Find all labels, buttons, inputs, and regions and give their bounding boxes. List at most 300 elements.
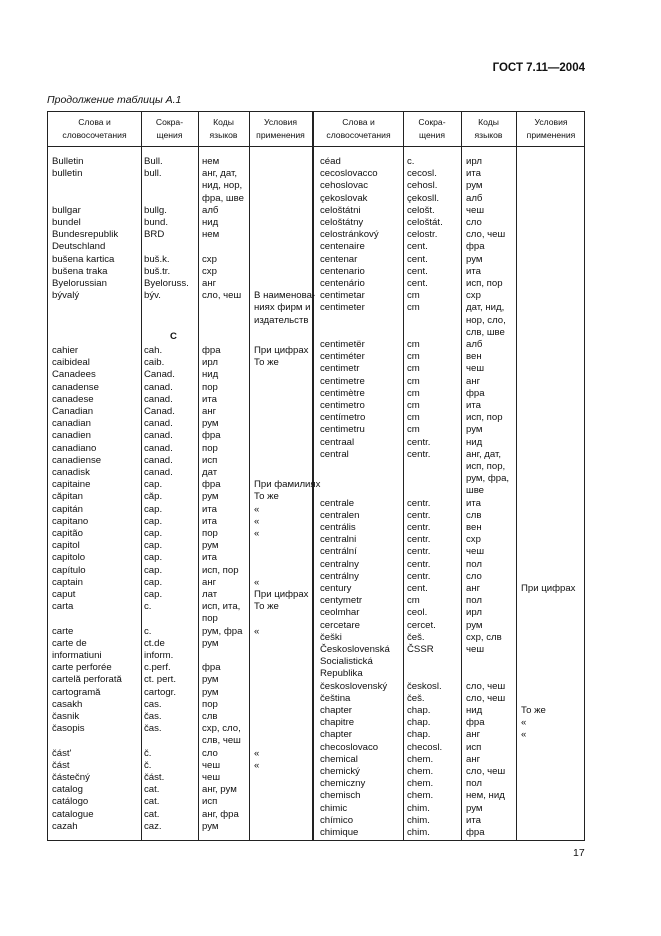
word-cell: část': [52, 747, 72, 759]
word-cell: căpitan: [52, 491, 83, 503]
language-code-cell: алб: [202, 204, 219, 216]
abbreviation-cell: c.: [144, 625, 152, 637]
word-cell: československý: [320, 680, 388, 692]
word-cell: bušena traka: [52, 265, 108, 277]
word-cell: centralen: [320, 509, 360, 521]
language-code-cell: рум: [466, 619, 483, 631]
header-lang: Коды языков: [209, 117, 238, 140]
abbreviation-cell: čas.: [144, 711, 162, 722]
word-cell: cehoslovac: [320, 180, 368, 192]
condition-cell: «: [254, 576, 260, 588]
abbreviation-cell: chim.: [407, 802, 430, 814]
abbreviation-cell: canad.: [144, 454, 173, 466]
language-code-cell: нем: [202, 229, 220, 241]
abbreviation-cell: cap.: [144, 479, 163, 491]
word-cell: capitolo: [52, 552, 86, 564]
language-code-cell: пор: [202, 528, 218, 539]
language-code-cell: фра: [466, 717, 485, 729]
column-divider: [516, 112, 517, 840]
abbreviation-cell: c.: [407, 156, 415, 167]
word-cell: bývalý: [52, 290, 80, 302]
abbreviation-cell: češ.: [407, 692, 425, 704]
word-cell: chapter: [320, 729, 352, 741]
word-cell: bundel: [52, 217, 81, 228]
language-code-cell: схр: [466, 290, 481, 302]
language-code-cell: чеш: [466, 363, 485, 375]
abbreviation-cell: canad.: [144, 442, 173, 454]
language-code-cell: ита: [466, 400, 481, 411]
word-cell: century: [320, 583, 352, 594]
word-cell: bulletin: [52, 168, 83, 180]
abbreviation-cell: centr.: [407, 448, 431, 460]
abbreviation-cell: cehosl.: [407, 180, 438, 192]
header-abbr: Сокра- щения: [155, 117, 184, 140]
word-cell: capitaine: [52, 479, 91, 491]
word-cell: centimeter: [320, 302, 365, 314]
abbreviation-cell: çekosll.: [407, 192, 439, 204]
abbreviation-cell: BRD: [144, 229, 165, 241]
abbreviation-cell: býv.: [144, 290, 161, 302]
word-cell: canadense: [52, 381, 99, 393]
abbreviation-cell: canad.: [144, 418, 173, 430]
header-lang: Коды языков: [474, 117, 503, 140]
language-code-cell: исп, пор: [466, 412, 503, 424]
language-code-cell: нид: [202, 369, 219, 381]
abbreviation-cell: ČSSR: [407, 644, 434, 655]
header-cond: Условия применения: [256, 117, 305, 140]
language-code-cell: схр, сло, слв, чеш: [202, 723, 241, 747]
language-code-cell: ита: [466, 168, 481, 180]
word-cell: Byelorussian: [52, 278, 107, 289]
column-divider: [141, 112, 142, 840]
column-divider: [312, 112, 314, 840]
language-code-cell: нид: [202, 217, 219, 228]
word-cell: carte de informatiuni: [52, 637, 102, 661]
word-cell: časnik: [52, 711, 80, 722]
language-code-cell: чеш: [466, 204, 485, 216]
abbreviation-cell: cat.: [144, 808, 160, 820]
language-code-cell: пол: [466, 778, 482, 790]
abbreviation-cell: Canad.: [144, 369, 175, 381]
word-cell: centenário: [320, 278, 365, 289]
abbreviation-cell: ct. pert.: [144, 674, 176, 686]
language-code-cell: анг, рум: [202, 784, 237, 796]
language-code-cell: фра: [466, 827, 485, 838]
word-cell: canadien: [52, 430, 91, 442]
language-code-cell: чеш: [202, 772, 221, 783]
word-cell: centralni: [320, 534, 357, 546]
condition-cell: То же: [521, 705, 546, 716]
abbreviation-cell: caz.: [144, 820, 162, 832]
abbreviation-cell: bullg.: [144, 204, 167, 216]
abbreviation-cell: centr.: [407, 534, 431, 546]
language-code-cell: анг: [466, 753, 481, 765]
word-cell: cartogramă: [52, 686, 101, 698]
abbreviation-cell: chim.: [407, 814, 430, 826]
condition-cell: «: [521, 729, 527, 741]
abbreviation-cell: cent.: [407, 241, 428, 253]
abbreviation-cell: ceol.: [407, 607, 428, 619]
word-cell: canadiense: [52, 454, 102, 466]
word-cell: bullgar: [52, 204, 81, 216]
word-cell: canadiano: [52, 442, 97, 454]
word-cell: chemický: [320, 766, 360, 777]
abbreviation-cell: canad.: [144, 467, 173, 478]
word-cell: celostránkový: [320, 229, 379, 241]
language-code-cell: исп, пор: [202, 564, 239, 576]
condition-cell: При цифрах: [254, 589, 309, 600]
abbreviation-cell: centr.: [407, 436, 431, 448]
word-cell: Československá Socialistická Republika: [320, 644, 390, 680]
word-cell: čeština: [320, 692, 351, 704]
condition-cell: «: [254, 747, 260, 759]
abbreviation-cell: cm: [407, 351, 420, 363]
abbreviation-cell: checosl.: [407, 741, 443, 753]
word-cell: Bulletin: [52, 156, 84, 167]
word-cell: catalogue: [52, 808, 94, 820]
language-code-cell: анг: [466, 729, 481, 741]
word-cell: capítulo: [52, 564, 86, 576]
word-cell: cartelă perforată: [52, 674, 122, 686]
abbreviation-cell: chap.: [407, 705, 431, 716]
language-code-cell: рум: [466, 424, 483, 436]
language-code-cell: сло: [466, 570, 482, 582]
word-cell: carte perforée: [52, 662, 112, 674]
abbreviation-cell: cap.: [144, 564, 163, 576]
condition-cell: То же: [254, 491, 279, 503]
condition-cell: При цифрах: [254, 345, 309, 356]
abbreviation-cell: cartogr.: [144, 686, 176, 698]
word-cell: Canadees: [52, 369, 96, 381]
language-code-cell: схр, слв: [466, 631, 502, 643]
condition-cell: То же: [254, 601, 279, 613]
language-code-cell: нид: [466, 705, 483, 716]
language-code-cell: алб: [466, 192, 483, 204]
document-code: ГОСТ 7.11—2004: [492, 62, 585, 74]
word-cell: češki: [320, 631, 342, 643]
word-cell: carte: [52, 625, 74, 637]
word-cell: centenario: [320, 265, 365, 277]
language-code-cell: чеш: [466, 546, 485, 558]
word-cell: chimic: [320, 802, 348, 814]
abbreviation-cell: cm: [407, 387, 420, 399]
word-cell: capitol: [52, 540, 80, 552]
abbreviation-cell: canad.: [144, 381, 173, 393]
word-cell: centimetar: [320, 290, 365, 302]
language-code-cell: пол: [466, 558, 482, 570]
abbreviation-cell: cm: [407, 363, 420, 375]
language-code-cell: фра: [466, 241, 485, 253]
abbreviation-cell: centr.: [407, 570, 431, 582]
header-words: Слова и словосочетания: [62, 117, 127, 140]
language-code-cell: рум, фра: [202, 625, 243, 637]
language-code-cell: сло, чеш: [466, 692, 506, 704]
word-cell: centimetre: [320, 375, 365, 387]
abbreviation-cell: chim.: [407, 827, 430, 838]
abbreviation-cell: č.: [144, 747, 152, 759]
abbreviation-cell: chem.: [407, 778, 434, 790]
language-code-cell: сло, чеш: [202, 290, 242, 302]
abbreviation-cell: cap.: [144, 515, 163, 527]
abbreviation-cell: cm: [407, 375, 420, 387]
language-code-cell: ита: [202, 552, 217, 564]
header-abbr: Сокра- щения: [418, 117, 446, 140]
abbreviation-cell: cercet.: [407, 619, 436, 631]
condition-cell: «: [254, 503, 260, 515]
language-code-cell: рум: [202, 820, 219, 832]
language-code-cell: исп: [202, 796, 218, 808]
word-cell: centenaire: [320, 241, 365, 253]
language-code-cell: исп, ита, пор: [202, 601, 241, 625]
abbreviation-cell: chem.: [407, 790, 434, 802]
language-code-cell: дат: [202, 467, 218, 478]
abbreviation-cell: českosl.: [407, 680, 442, 692]
abbreviation-cell: chem.: [407, 766, 434, 777]
word-cell: celoštátny: [320, 217, 364, 228]
language-code-cell: дат, нид, нор, сло, слв, шве: [466, 302, 506, 338]
abbreviation-cell: cent.: [407, 278, 428, 289]
language-code-cell: анг: [202, 278, 217, 289]
word-cell: centenar: [320, 253, 358, 265]
language-code-cell: фра: [202, 662, 221, 674]
language-code-cell: ита: [466, 265, 481, 277]
word-cell: centralny: [320, 558, 359, 570]
abbreviation-cell: čas.: [144, 723, 162, 735]
word-cell: bušena kartica: [52, 253, 115, 265]
language-code-cell: сло, чеш: [466, 766, 506, 777]
abbreviation-cell: canad.: [144, 393, 173, 405]
language-code-cell: фра: [466, 387, 485, 399]
word-cell: casakh: [52, 698, 83, 710]
abbreviation-cell: cent.: [407, 265, 428, 277]
language-code-cell: пол: [466, 595, 482, 607]
word-cell: chemiczny: [320, 778, 366, 790]
language-code-cell: анг, дат, исп, пор, рум, фра, шве: [466, 448, 510, 497]
language-code-cell: фра: [202, 479, 221, 491]
word-cell: centraal: [320, 436, 355, 448]
word-cell: cecoslovacco: [320, 168, 378, 180]
word-cell: checoslovaco: [320, 741, 379, 753]
language-code-cell: ита: [466, 814, 481, 826]
abbreviation-cell: cap.: [144, 503, 163, 515]
condition-cell: В наименова- ниях фирм и издательств: [254, 290, 316, 326]
abbreviation-cell: chem.: [407, 753, 434, 765]
abbreviation-cell: centr.: [407, 558, 431, 570]
abbreviation-cell: centr.: [407, 509, 431, 521]
word-cell: chemical: [320, 753, 358, 765]
abbreviation-cell: bund.: [144, 217, 169, 228]
word-cell: centrálny: [320, 570, 359, 582]
language-code-cell: рум: [466, 180, 483, 192]
language-code-cell: ирл: [202, 357, 218, 369]
condition-cell: То же: [254, 357, 279, 369]
abbreviation-cell: bull.: [144, 168, 162, 180]
condition-cell: При цифрах: [521, 583, 576, 594]
abbreviation-cell: část.: [144, 772, 165, 783]
header-divider: [48, 146, 584, 147]
language-code-cell: сло, чеш: [466, 680, 506, 692]
abbreviation-cell: cm: [407, 412, 420, 424]
abbreviation-cell: cah.: [144, 345, 163, 356]
header-cond: Условия применения: [526, 117, 576, 140]
word-cell: chimique: [320, 827, 359, 838]
word-cell: centymetr: [320, 595, 363, 607]
abbreviation-cell: cat.: [144, 796, 160, 808]
word-cell: caput: [52, 589, 76, 600]
word-cell: capitán: [52, 503, 83, 515]
language-code-cell: рум: [202, 540, 219, 552]
column-divider: [249, 112, 250, 840]
language-code-cell: рум: [202, 418, 219, 430]
abbreviation-cell: centr.: [407, 497, 431, 509]
language-code-cell: анг, дат, нид, нор, фра, шве: [202, 168, 244, 204]
language-code-cell: пор: [202, 442, 218, 454]
language-code-cell: рум: [202, 686, 219, 698]
abbreviation-cell: c.perf.: [144, 662, 171, 674]
language-code-cell: ита: [202, 503, 217, 515]
abbreviation-cell: cap.: [144, 528, 163, 539]
word-cell: cahier: [52, 345, 79, 356]
abbreviation-cell: cap.: [144, 576, 163, 588]
language-code-cell: сло, чеш: [466, 229, 506, 241]
word-cell: captain: [52, 576, 83, 588]
abbreviation-cell: cm: [407, 400, 420, 411]
word-cell: časopis: [52, 723, 85, 735]
condition-cell: «: [521, 717, 527, 729]
abbreviation-cell: buš.tr.: [144, 265, 171, 277]
abbreviation-cell: cent.: [407, 583, 428, 594]
word-cell: chímico: [320, 814, 354, 826]
word-cell: chapter: [320, 705, 352, 716]
abbreviation-cell: celostr.: [407, 229, 438, 241]
abbreviation-cell: chap.: [407, 729, 431, 741]
header-words: Слова и словосочетания: [326, 117, 391, 140]
word-cell: částečný: [52, 772, 90, 783]
language-code-cell: рум: [466, 802, 483, 814]
column-divider: [198, 112, 199, 840]
language-code-cell: анг: [466, 375, 481, 387]
abbreviation-cell: Byeloruss.: [144, 278, 189, 289]
word-cell: centimetro: [320, 400, 365, 411]
language-code-cell: ита: [202, 393, 217, 405]
abbreviation-cell: cas.: [144, 698, 162, 710]
word-cell: Bundesrepublik Deutschland: [52, 229, 119, 253]
language-code-cell: пор: [202, 698, 218, 710]
abbreviation-cell: caib.: [144, 357, 165, 369]
word-cell: central: [320, 448, 349, 460]
word-cell: část: [52, 759, 70, 771]
word-cell: centimetr: [320, 363, 360, 375]
language-code-cell: анг, фра: [202, 808, 239, 820]
word-cell: canadian: [52, 418, 91, 430]
word-cell: céad: [320, 156, 341, 167]
language-code-cell: фра: [202, 430, 221, 442]
word-cell: canadisk: [52, 467, 90, 478]
condition-cell: «: [254, 528, 260, 539]
word-cell: canadese: [52, 393, 94, 405]
abbreviation-cell: c.: [144, 601, 152, 613]
section-letter: C: [170, 330, 177, 342]
language-code-cell: чеш: [466, 644, 485, 655]
word-cell: catálogo: [52, 796, 89, 808]
language-code-cell: нид: [466, 436, 483, 448]
language-code-cell: ита: [202, 515, 217, 527]
language-code-cell: схр: [202, 253, 217, 265]
language-code-cell: исп: [466, 741, 482, 753]
abbreviation-cell: celošt.: [407, 204, 435, 216]
abbreviation-cell: ct.de inform.: [144, 637, 174, 661]
abbreviation-cell: buš.k.: [144, 253, 170, 265]
abbreviation-cell: chap.: [407, 717, 431, 729]
language-code-cell: анг: [202, 406, 217, 417]
condition-cell: «: [254, 515, 260, 527]
language-code-cell: ита: [466, 497, 481, 509]
language-code-cell: рум: [202, 491, 219, 503]
language-code-cell: схр: [466, 534, 481, 546]
abbreviation-table: [47, 111, 585, 841]
word-cell: capitão: [52, 528, 83, 539]
word-cell: celoštátni: [320, 204, 361, 216]
language-code-cell: вен: [466, 522, 482, 533]
language-code-cell: чеш: [202, 759, 221, 771]
language-code-cell: слв: [202, 711, 218, 722]
abbreviation-cell: cm: [407, 290, 420, 302]
abbreviation-cell: cecosl.: [407, 168, 437, 180]
language-code-cell: слв: [466, 509, 482, 521]
language-code-cell: лат: [202, 589, 218, 600]
word-cell: cazah: [52, 820, 78, 832]
word-cell: centrální: [320, 546, 357, 558]
abbreviation-cell: cap.: [144, 589, 163, 600]
word-cell: centimètre: [320, 387, 365, 399]
abbreviation-cell: cap.: [144, 540, 163, 552]
abbreviation-cell: cap.: [144, 552, 163, 564]
word-cell: centrale: [320, 497, 355, 509]
word-cell: ceolmhar: [320, 607, 360, 619]
language-code-cell: сло: [202, 747, 218, 759]
language-code-cell: рум: [202, 674, 219, 686]
word-cell: çekoslovak: [320, 192, 368, 204]
word-cell: Canadian: [52, 406, 94, 417]
language-code-cell: ирл: [466, 156, 482, 167]
language-code-cell: алб: [466, 339, 483, 350]
abbreviation-cell: cent.: [407, 253, 428, 265]
abbreviation-cell: češ.: [407, 631, 425, 643]
word-cell: centimetër: [320, 339, 365, 350]
word-cell: cercetare: [320, 619, 360, 631]
word-cell: centiméter: [320, 351, 365, 363]
language-code-cell: нем, нид: [466, 790, 505, 802]
condition-cell: «: [254, 759, 260, 771]
abbreviation-cell: cm: [407, 302, 420, 314]
abbreviation-cell: Bull.: [144, 156, 163, 167]
table-caption: Продолжение таблицы А.1: [47, 94, 182, 106]
abbreviation-cell: cm: [407, 595, 420, 607]
abbreviation-cell: canad.: [144, 430, 173, 442]
word-cell: centímetro: [320, 412, 366, 424]
abbreviation-cell: căp.: [144, 491, 163, 503]
language-code-cell: схр: [202, 265, 217, 277]
abbreviation-cell: centr.: [407, 546, 431, 558]
language-code-cell: рум: [466, 253, 483, 265]
page-number: 17: [573, 847, 585, 859]
abbreviation-cell: centr.: [407, 522, 431, 533]
word-cell: catalog: [52, 784, 83, 796]
abbreviation-cell: Canad.: [144, 406, 175, 417]
column-divider: [403, 112, 404, 840]
language-code-cell: исп: [202, 454, 218, 466]
word-cell: chapitre: [320, 717, 355, 729]
